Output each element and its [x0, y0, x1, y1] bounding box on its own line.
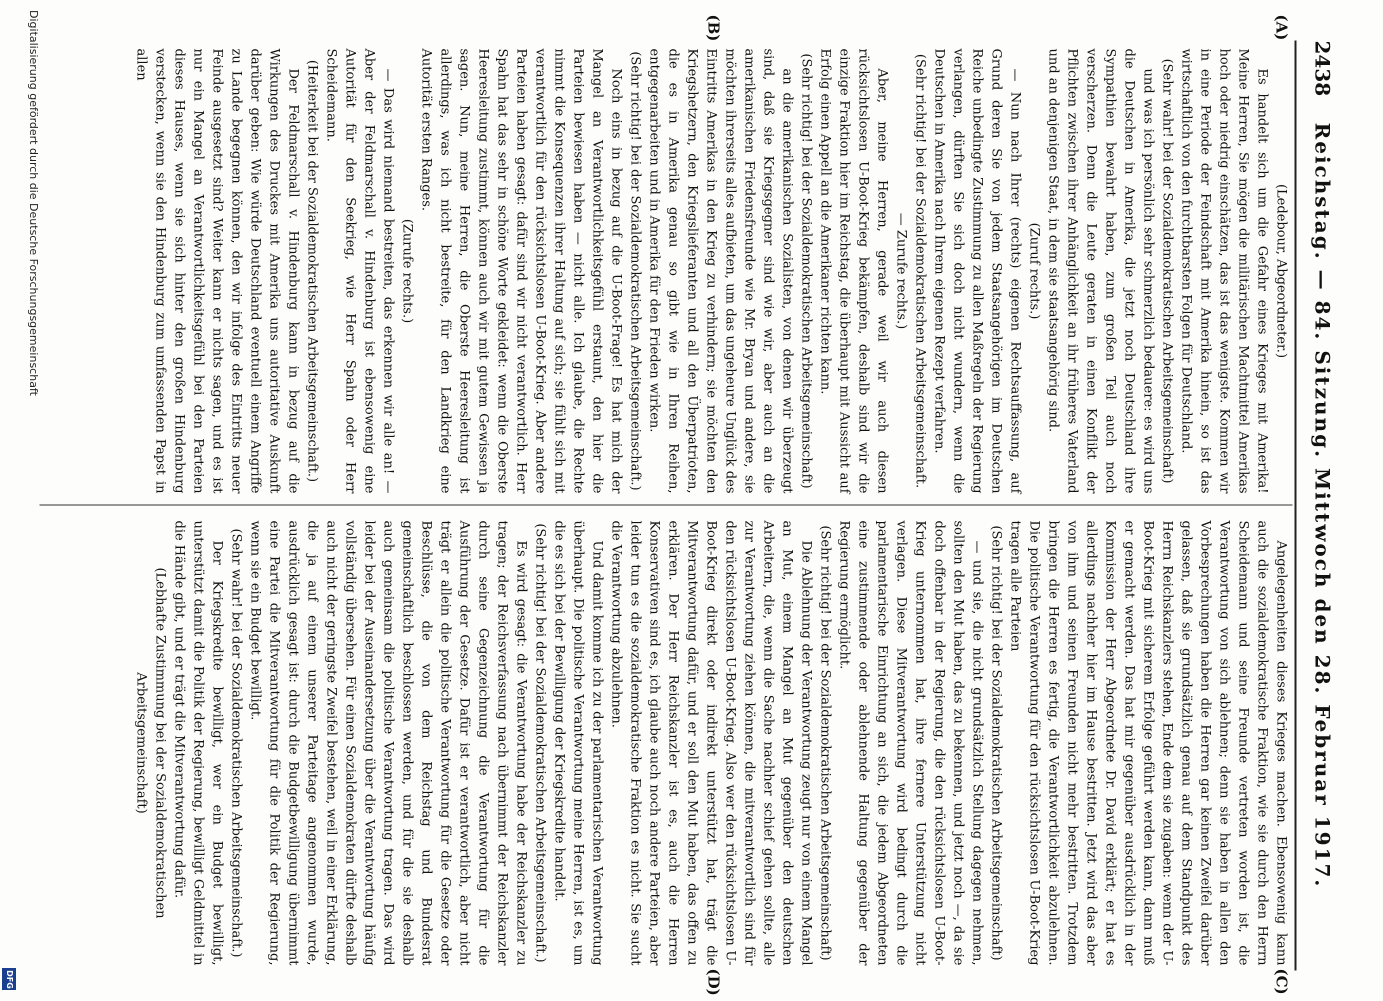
paragraph: Die Ablehnung der Verantwortung zeugt nur von einem Mangel an Mut, einem Mangel an Mut gegenüber den deutschen Arbeitern, die, wenn die Sache nachher schief gehen sollte, alle zur Verantwortung ziehen können, die mitverantwortlich sind für den rücksichtslosen U-Boot-Krieg. Also wer den rücksichtslosen U-Boot-Krieg direkt oder indirekt unterstützt hat, trägt die Mitverantwortung dafür, und er soll den Mut haben, das offen zu erklären. Der Herr Reichskanzler ist es, auch die Herren Konservativen sind es, ich glaube auch noch andere Parteien, aber leider tun es die sozialdemokratische Fraktion es nicht. Sie sucht die Verantwortung abzulehnen. — [608, 520, 814, 966]
interjection: (Sehr richtig! bei der Sozialdemokratischen Arbeitsgemeinschaft.) — [532, 523, 548, 963]
interjection: (Heiterkeit bei der Sozialdemokratischen Arbeitsgemeinschaft.) — [304, 59, 320, 483]
interjection: (Zurufe rechts.) — [399, 218, 415, 324]
paragraph: Es handelt sich um die Gefahr eines Krieges mit Amerika! Meine Herren, Sie mögen die militärischen Machtmittel Amerikas hoch oder niedrig einschätzen, das ist das wenigste. Kommen wir in eine Periode der Feindschaft mit Amerika hinein, so ist das wirtschaftlich von den furchtbarsten Folgen für Deutschland. — [1178, 48, 1270, 494]
column-divider — [40, 505, 1293, 506]
paragraph: an die amerikanischen Sozialisten, von denen wir überzeugt sind, daß sie Kriegsgegner sind wie wir, aber auch an die amerikanischen Friedensfreunde wie Mr. Bryan und andere, sie möchten ihrerseits alles aufbieten, um das ungeheure Unglück des Eintritts Amerikas in den Krieg zu verhindern; sie möchten den Kriegshetzern, den Kriegslieferanten und all den Überpatrioten, die es in Amerika genau so gibt wie in Ihren Reihen, entgegenarbeiten und in Amerika für den Frieden wirken. — [646, 48, 795, 494]
interjection: (Ledebour, Abgeordneter.) — [1273, 183, 1289, 359]
header-rule — [1295, 41, 1297, 971]
interjection: (Sehr wahr! bei der Sozialdemokratischen Arbeitsgemeinschaft.) — [228, 528, 244, 958]
interjection: (Sehr richtig! bei der Sozialdemokratischen Arbeitsgemeinschaft) — [817, 525, 833, 961]
interjection: (Sehr richtig! bei der Sozialdemokratischen Arbeitsgemeinschaft) — [988, 525, 1004, 961]
page-number: 2438 — [1310, 40, 1335, 97]
interjection: (Lebhafte Zustimmung bei der Sozialdemokratischen Arbeitsgemeinschaft) — [133, 567, 168, 919]
left-column — [132, 49, 1291, 494]
dfg-logo-text: DFG — [4, 969, 14, 989]
margin-letter-d: (D) — [704, 968, 723, 996]
paragraph: — Das wird niemand bestreiten, das erkennen wir alle an! — Aber der Feldmarschall v. Hindenburg ist ebensowenig eine Autorität für den Seekrieg, wie Herr Spahn oder Herr Scheidemann. — [323, 48, 396, 494]
margin-letter-c: (C) — [1272, 968, 1291, 995]
dfg-logo — [2, 968, 16, 990]
paragraph: — und sie, die nicht grundsätzlich Stellung dagegen nehmen, sollten den Mut haben, das zu bekennen, und jetzt noch —, da sie doch offenbar in der Regierung, die den rücksichtslosen U-Boot-Krieg unternommen hat, ihre fernere Unterstützung nicht verlagen. Diese Mitverantwortung wird bedingt durch die parlamentarische Einrichtung an sich, die jedem Abgeordneten eine zustimmende oder ablehnende Haltung gegenüber der Regierung ermöglicht. — [836, 520, 985, 966]
page-header — [1305, 41, 1335, 971]
interjection: (Sehr wahr! bei der Sozialdemokratischen Arbeitsgemeinschaft) — [1159, 58, 1175, 484]
margin-letter-b: (B) — [704, 14, 723, 42]
paragraph: Und damit komme ich zu der parlamentarischen Verantwortung überhaupt. Die politische Verantwortung meine Herren, ist es, um die es sich bei der Bewilligung der Kriegskredite handelt. — [551, 520, 605, 966]
paragraph: Angelegenheiten dieses Krieges machen. Ebensowenig kann auch die sozialdemokratische Fraktion, wie sie durch den Herrn Scheidemann und seine Freunde vertreten worden ist, die Verantwortung von sich ablehnen; denn sie haben in allen den Vorbesprechungen haben die Herren gar keinen Zweifel darüber gelassen, daß sie grundsätzlich genau auf dem Standpunkt des Herrn Reichskanzlers stehen, Ende dem sie zugaben: wenn der U-Boot-Krieg mit sicherem Erfolge geführt werden kann, dann muß er gemacht werden. Das hat mir gegenüber ausdrücklich in der Kommission der Herr Abgeordnete Dr. David erklärt; er hat es allerdings nachher hier im Hause bestritten. Jetzt wird das aber von ihm und seinen Freunden nicht mehr bestritten. Trotzdem bringen die Herren es fertig, die Verantwortlichkeit abzulehnen. Die politische Verantwortung für den rücksichtslosen U-Boot-Krieg tragen alle Parteien — [1007, 520, 1289, 966]
interjection: (Zuruf rechts.) — [1026, 222, 1042, 320]
margin-letter-a: (A) — [1272, 14, 1291, 41]
paragraph: Der Feldmarschall v. Hindenburg kann in bezug auf die Wirkungen des Druckes mit Amerika uns autoritative Auskunft darüber geben: Wie würde Deutschland eventuell einem Angriffe zu Lande begegnen können, den wir infolge des Eintritts neuer Feinde ausgesetzt sind? Weiter kann er nichts sagen, und es ist nur ein Mangel an Verantwortlichkeitsgefühl bei den Parteien dieses Hauses, wenn sie sich hinter den großen Hindenburg verstecken, wenn sie den Hindenburg zum umfassenden Papst in allen — [133, 48, 301, 494]
paragraph: Der Kriegskredite bewilligt, wer ein Budget bewilligt, unterstützt damit die Politik der Regierung, bewilligt Geldmittel in die Hände gibt, und er trägt die Mitverantwortung dafür. — [171, 520, 225, 966]
rotated-page-content — [0, 1, 1383, 1001]
interjection: (Sehr richtig! bei der Sozialdemokratischen Arbeitsgemeinschaft. — Zurufe rechts.) — [893, 53, 928, 489]
interjection: (Sehr richtig! bei der Sozialdemokratischen Arbeitsgemeinschaft.) — [627, 51, 643, 491]
paragraph: Noch eins in bezug auf die U-Boot-Frage! Es hat mich der Mangel an Verantwortlichkeitsgefühl erstaunt, den hier die Parteien bewiesen haben — nicht alle. Ich glaube, die Rechte nimmt die Konsequenzen ihrer Haltung auf sich; sie fühlt sich mit verantwortlich für den rücksichtslosen U-Boot-Krieg. Aber andere Parteien haben gesagt: dafür sind wir nicht verantwortlich. Herr Spahn hat das sehr in schöne Worte gekleidet: wenn die Oberste Heeresleitung zustimmt, können auch wir mit gutem Gewissen ja sagen. Nun, meine Herren, die Oberste Heeresleitung ist allerdings, was ich nicht bestreite, für den Landkrieg eine Autorität ersten Ranges. — [418, 48, 624, 494]
interjection: (Sehr richtig! bei der Sozialdemokratischen Arbeitsgemeinschaft) — [798, 53, 814, 489]
paragraph: Aber, meine Herren, gerade weil wir auch diesen rücksichtslosen U-Boot-Krieg bekämpfen, deshalb sind wir die einzige Fraktion hier im Reichstag, die überhaupt mit Aussicht auf Erfolg einen Appell an die Amerikaner richten kann. — [817, 48, 890, 494]
paragraph: — Nun nach Ihrer (rechts) eigenen Rechtsauffassung, auf Grund deren Sie von jedem Staatsangehörigen im Deutschen Reiche unbedingte Zustimmung zu allen Maßregeln der Regierung verlangen, dürften Sie sich doch nicht wundern, wenn die Deutschen in Amerika nach Ihrem eigenen Rezept verfahren. — [931, 48, 1023, 494]
digitization-note: Digitalisierung gefördert durch die Deutsche Forschungsgemeinschaft — [27, 10, 40, 396]
paragraph: Es wird gesagt: die Verantwortung habe der Reichskanzler zu tragen; der Reichsverfassung nach übernimmt der Reichskanzler durch seine Gegenzeichnung die Verantwortung für die Ausführung der Gesetze. Dafür ist er verantwortlich, aber nicht trägt er allein die politische Verantwortung für die Gesetze oder Beschlüsse, die von dem Reichstag und Bundesrat gemeinschaftlich beschlossen werden, und für die sie deshalb auch gemeinsam die politische Verantwortung tragen. Das wird leider bei der Auseinandersetzung über die Verantwortung häufig vollständig übersehen. Für einen Sozialdemokraten dürfte deshalb auch nicht der geringste Zweifel bestehen, weil in einer Erklärung, die ja auf einem unserer Parteitage angenommen wurde, ausdrücklich gesagt ist: durch die Budgetbewilligung übernimmt eine Partei die Mitverantwortung für die Politik der Regierung, wenn sie ein Budget bewilligt. — [247, 520, 529, 966]
right-column — [132, 521, 1291, 966]
page-title: Reichstag. — 84. Sitzung. Mittwoch den 28. Februar 1917. — [1310, 122, 1335, 889]
paragraph: und was ich persönlich sehr schmerzlich bedauere: es wird uns die Deutschen in Amerika, die jetzt noch Deutschland ihre Sympathien bewahrt haben, zum großen Teil auch noch verscherzen. Denn die Leute geraten in einen Konflikt der Pflichten zwischen ihrer Anhänglichkeit an ihr früheres Vaterland und an denjenigen Staat, in dem sie staatsangehörig sind. — [1045, 48, 1156, 494]
